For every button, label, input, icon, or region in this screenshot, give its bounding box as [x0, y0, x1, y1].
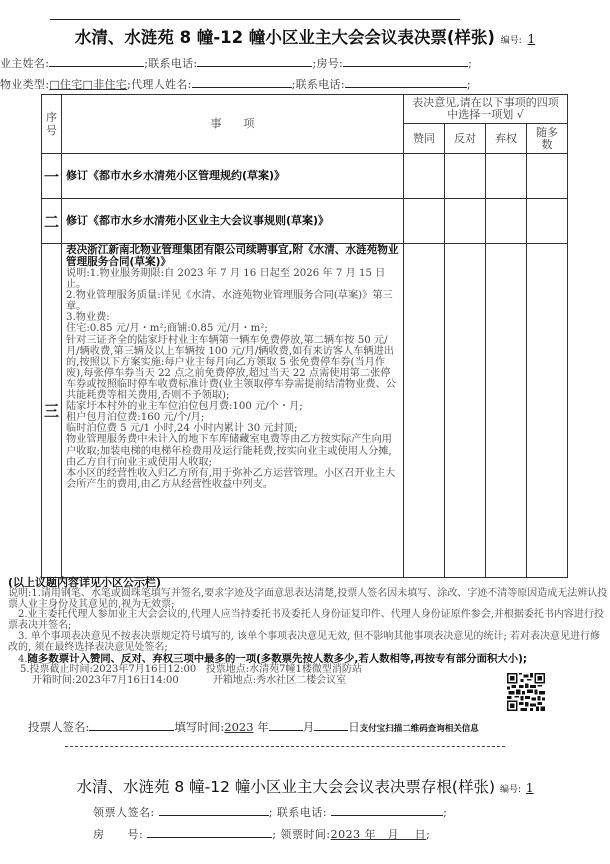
stub-end-2: ;: [426, 828, 431, 841]
row-seq: 一: [42, 154, 62, 199]
table-row: [42, 244, 568, 578]
stub-title: [0, 775, 610, 797]
vote-option-abstain: 弃权: [486, 124, 527, 154]
vote-cell-agree[interactable]: [404, 244, 445, 578]
year-unit: 年: [257, 720, 269, 734]
vote-option-majority-text: 随多数: [536, 125, 558, 151]
room-field[interactable]: [343, 55, 468, 67]
end-semicolon: ;: [468, 57, 473, 70]
stub-phone-field[interactable]: [331, 804, 443, 816]
serial-value: 1: [527, 32, 536, 46]
proxy-name-label: ;代理人姓名:: [127, 78, 192, 91]
fill-time-label: 填写时间:: [174, 720, 225, 734]
detail-line: 物业管理服务费中未计入的地下车库储藏室电费等由乙方按实际产生向用户收取;加装电梯的电梯年检费用及运行能耗费,按实向业主或使用人分摊,由乙方自行向业主或使用人收取;: [66, 434, 392, 468]
note-4-prefix: 4.: [18, 653, 28, 665]
serial-label: 编号:: [500, 36, 522, 46]
cut-line: [65, 746, 505, 747]
detail-line: 3.物业费:: [66, 312, 110, 324]
owner-phone-field[interactable]: [197, 55, 312, 67]
end-semicolon-2: ;: [466, 78, 471, 91]
detail-line: 2.物业管理服务质量:详见《水清、水涟苑物业管理服务合同(草案)》第三章。: [66, 290, 393, 313]
room-label: ;房号:: [312, 57, 344, 70]
qr-code-icon: [507, 672, 545, 712]
owner-phone-label: ;联系电话:: [144, 57, 198, 70]
vote-deadline: 5.投票截止时间:2023年7月16日12:00: [20, 664, 197, 676]
fill-year-value: 2023: [224, 720, 254, 734]
vote-cell-oppose[interactable]: [445, 244, 486, 578]
vote-cell-majority[interactable]: [527, 199, 568, 244]
detail-line: 临时泊位费 5 元/1 小时,24 小时内累计 30 元封顶;: [66, 423, 298, 435]
notes-section: [8, 578, 608, 687]
detail-line: 租户包月泊位费:160 元/个/月;: [66, 412, 205, 424]
stub-serial-label: 编号:: [499, 785, 521, 795]
header-seq-text: 序号: [46, 111, 57, 137]
detail-line: 说明:1.物业服务期限:自 2023 年 7 月 16 日起至 2026 年 7 月 15 日止。: [66, 268, 386, 291]
proxy-phone-label: ;联系电话:: [291, 78, 345, 91]
fill-month-field[interactable]: [269, 719, 303, 731]
open-time: 开箱时间:2023年7月16日14:00: [32, 675, 179, 687]
voter-signature-field[interactable]: [89, 719, 174, 731]
row-title: 表决浙江新南北物业管理集团有限公司续聘事宜,附《水清、水涟苑物业管理服务合同(草案)》: [66, 244, 399, 268]
day-unit: 日: [348, 720, 360, 734]
stub-receive-time-label: ; 领票时间:: [272, 828, 331, 841]
vote-cell-majority[interactable]: [527, 154, 568, 199]
stub-room-label: 房 号:: [93, 828, 144, 841]
note-2: 2.业主委托代理人参加业主大会会议的,代理人应当持委托书及委托人身份证复印件、代理人身份证原件参会,并根据委托书内容进行投票表决并签名;: [8, 609, 604, 632]
vote-cell-abstain[interactable]: [486, 199, 527, 244]
table-row: [42, 199, 568, 244]
vote-cell-oppose[interactable]: [445, 199, 486, 244]
open-location: 开箱地点:秀水社区二楼会议室: [212, 675, 347, 687]
proxy-phone-field[interactable]: [345, 76, 467, 88]
header-vote: [404, 95, 568, 124]
header-seq: [42, 95, 62, 154]
row-seq: 三: [42, 244, 62, 578]
note-4-text: 随多数票计入赞同、反对、弃权三项中最多的一项(多数票先按人数多少,若人数相等,再按专有部分面积大小);: [27, 652, 528, 665]
vote-cell-agree[interactable]: [404, 154, 445, 199]
stub-serial-value: 1: [525, 781, 534, 795]
stub-receiver-field[interactable]: [159, 804, 269, 816]
header-vote-text: 表决意见,请在以下事项的四项中选择一项划 √: [412, 96, 559, 121]
voter-signature-label: 投票人签名:: [28, 720, 90, 734]
detail-line: 住宅:0.85 元/月・m²;商铺:0.85 元/月・m²;: [66, 323, 268, 335]
row-detail: [62, 244, 404, 578]
proxy-name-field[interactable]: [192, 76, 292, 88]
vote-option-oppose: 反对: [445, 124, 486, 154]
row-title: 修订《都市水乡水清苑小区管理规约(草案)》: [62, 154, 404, 199]
vote-location: 投票地点:水清苑7幢1楼微型消防站: [205, 664, 362, 676]
property-info-line: [0, 76, 471, 92]
vote-cell-abstain[interactable]: [486, 244, 527, 578]
owner-name-label: 业主姓名:: [0, 57, 50, 70]
header-item-text: 事 项: [210, 117, 255, 130]
signature-line: [28, 719, 479, 735]
stub-end: ;: [443, 806, 448, 819]
stub-line-2: [93, 826, 430, 842]
top-rule: [50, 19, 460, 20]
stub-title-text: 水清、水涟苑 8 幢-12 幢小区业主大会会议表决票存根(样张): [76, 778, 495, 796]
stub-phone-label: ; 联系电话:: [268, 806, 328, 819]
property-type-label: 物业类型:: [0, 78, 50, 91]
stub-receive-time-value: 2023 年 月 日: [330, 828, 427, 841]
stub-room-field[interactable]: [147, 826, 272, 838]
vote-cell-agree[interactable]: [404, 199, 445, 244]
note-1: 说明:1.请用钢笔、水笔或圆珠笔填写并签名,要求字迹及字面意思表达清楚,投票人签名因未填写、涂改、字迹不清等原因造成无法辨认投票人业主身份及其意见的,视为无效票;: [8, 587, 608, 610]
vote-cell-majority[interactable]: [527, 244, 568, 578]
vote-option-majority: [527, 124, 568, 154]
property-type-checkboxes[interactable]: □住宅□非住宅: [49, 78, 128, 91]
vote-cell-oppose[interactable]: [445, 154, 486, 199]
month-unit: 月: [302, 720, 315, 734]
header-item: [62, 95, 404, 154]
vote-cell-abstain[interactable]: [486, 154, 527, 199]
qr-tip: 支付宝扫描二维码查询相关信息: [359, 724, 479, 734]
row-seq: 二: [42, 199, 62, 244]
fill-day-field[interactable]: [314, 719, 348, 731]
note-3: 3. 单个事项表决意见不按表决票规定符号填写的, 该单个事项表决意见无效, 但不影响其他事项表决意见的统计; 若对表决意见进行修改的, 须在最终选择表决意见处签名;: [8, 630, 600, 653]
owner-info-line: [0, 55, 472, 71]
owner-name-field[interactable]: [49, 55, 144, 67]
notes-heading: (以上议题内容详见小区公示栏): [8, 576, 162, 589]
detail-line: 本小区的经营性收入归乙方所有,用于弥补乙方运营管理。小区召开业主大会所产生的费用,由乙方从经营性收益中列支。: [66, 467, 396, 490]
stub-line-1: [93, 804, 447, 820]
row-title: 修订《都市水乡水清苑小区业主大会议事规则(草案)》: [62, 199, 404, 244]
vote-option-agree: 赞同: [404, 124, 445, 154]
ballot-title-text: 水清、水涟苑 8 幢-12 幢小区业主大会会议表决票(样张): [74, 28, 495, 47]
ballot-title: [0, 24, 610, 48]
table-row: [42, 154, 568, 199]
detail-line: 陆家圩本村外的业主车位泊位包月费:100 元/个・月;: [66, 401, 303, 413]
stub-receiver-label: 领票人签名:: [93, 806, 155, 819]
detail-line: 针对三证齐全的陆家圩村业主车辆第一辆车免费停放,第二辆车按 50 元/月/辆收费,第三辆及以上车辆按 100 元/月/辆收费,如有来访客人车辆进出的,按照以下方案实施:每户业主每月向乙方领取 5 张免费停车券(当月作废),每张停车券当天 22 点之前免费停放,超过当天 22 点需使用第二张停车券或按照临时停车收费标准计费(业主领取停车券需提前结清物业费、公共能耗费等相关费用,否则不予领取);: [66, 334, 396, 402]
vote-table: [41, 94, 568, 578]
